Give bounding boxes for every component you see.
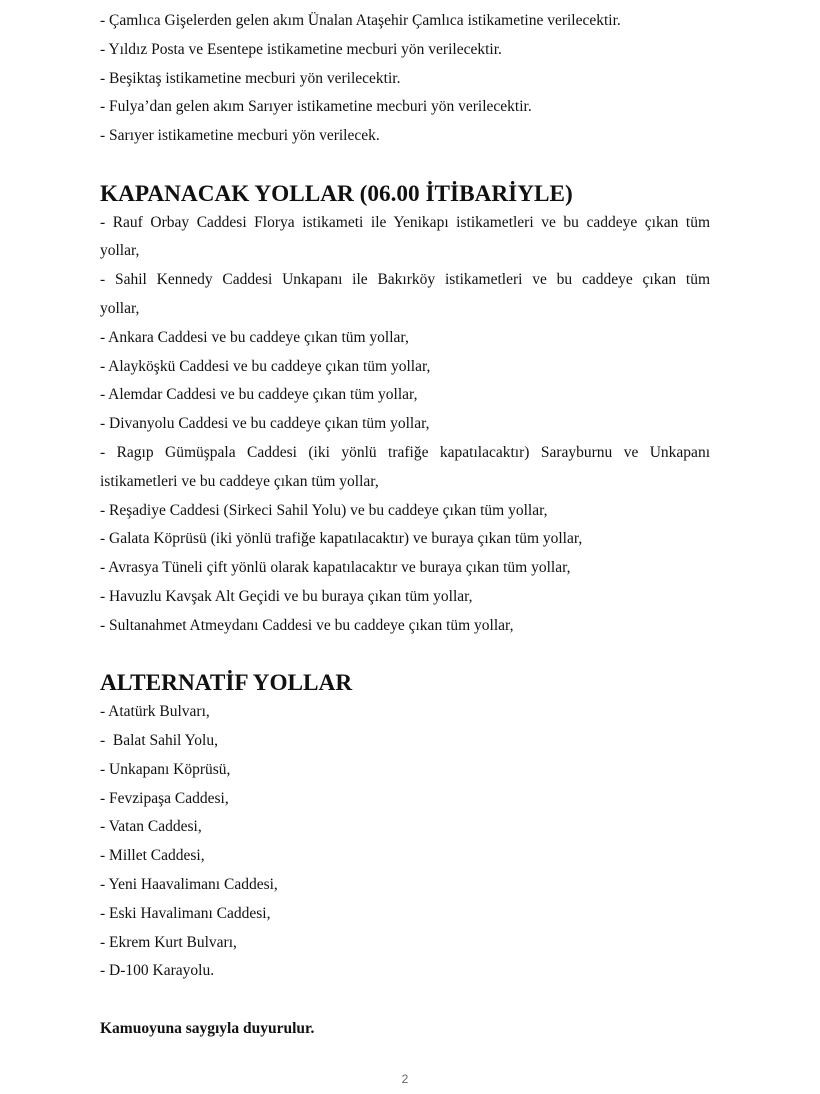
list-item-line: istikametleri ve bu caddeye çıkan tüm yollar, [100, 472, 379, 490]
closing-statement: Kamuoyuna saygıyla duyurulur. [100, 1019, 315, 1037]
alternative-roads-heading: ALTERNATİF YOLLAR [100, 670, 353, 697]
spacer [100, 986, 710, 1015]
list-item [100, 209, 710, 267]
list-item: - Fulya’dan gelen akım Sarıyer istikametine mecburi yön verilecektir. [100, 98, 532, 116]
list-item: - Ekrem Kurt Bulvarı, [100, 933, 237, 951]
list-item: - Millet Caddesi, [100, 847, 205, 865]
list-item-line: - Rauf Orbay Caddesi Florya istikameti ile Yenikapı istikametleri ve bu caddeye çıkan tüm [100, 213, 710, 231]
list-item: - Unkapanı Köprüsü, [100, 760, 231, 778]
list-item: - Vatan Caddesi, [100, 818, 202, 836]
list-item: - Sarıyer istikametine mecburi yön verilecek. [100, 127, 380, 145]
list-item-line: yollar, [100, 242, 140, 260]
list-item-line: yollar, [100, 299, 140, 317]
page-number: 2 [401, 1072, 409, 1086]
list-item: - Balat Sahil Yolu, [100, 731, 218, 749]
list-item: - Beşiktaş istikametine mecburi yön verilecektir. [100, 69, 401, 87]
list-item: - Atatürk Bulvarı, [100, 703, 210, 721]
list-item-line: - Sahil Kennedy Caddesi Unkapanı ile Bakırköy istikametleri ve bu caddeye çıkan tüm [100, 271, 710, 289]
list-item [100, 439, 710, 497]
list-item: - Avrasya Tüneli çift yönlü olarak kapatılacaktır ve buraya çıkan tüm yollar, [100, 559, 571, 577]
spacer [100, 641, 710, 670]
document-body [100, 7, 710, 1044]
alternative-roads-list [100, 698, 710, 986]
list-item: - Yıldız Posta ve Esentepe istikametine mecburi yön verilecektir. [100, 40, 502, 58]
spacer [100, 151, 710, 180]
list-item: - D-100 Karayolu. [100, 962, 215, 980]
list-item: - Divanyolu Caddesi ve bu caddeye çıkan tüm yollar, [100, 415, 430, 433]
closed-roads-list [100, 209, 710, 641]
list-item [100, 266, 710, 324]
list-item: - Ankara Caddesi ve bu caddeye çıkan tüm yollar, [100, 328, 409, 346]
list-item: - Sultanahmet Atmeydanı Caddesi ve bu caddeye çıkan tüm yollar, [100, 616, 514, 634]
list-item: - Havuzlu Kavşak Alt Geçidi ve bu buraya çıkan tüm yollar, [100, 587, 473, 605]
list-item: - Alemdar Caddesi ve bu caddeye çıkan tüm yollar, [100, 386, 418, 404]
list-item: - Alayköşkü Caddesi ve bu caddeye çıkan tüm yollar, [100, 357, 431, 375]
list-item: - Yeni Haavalimanı Caddesi, [100, 875, 278, 893]
list-item-line: - Ragıp Gümüşpala Caddesi (iki yönlü trafiğe kapatılacaktır) Sarayburnu ve Unkapanı [100, 443, 710, 461]
list-item: - Eski Havalimanı Caddesi, [100, 904, 271, 922]
list-item: - Reşadiye Caddesi (Sirkeci Sahil Yolu) ve bu caddeye çıkan tüm yollar, [100, 501, 548, 519]
list-item: - Fevzipaşa Caddesi, [100, 789, 229, 807]
list-item: - Çamlıca Gişelerden gelen akım Ünalan Ataşehir Çamlıca istikametine verilecektir. [100, 12, 621, 29]
closed-roads-heading: KAPANACAK YOLLAR (06.00 İTİBARİYLE) [100, 180, 573, 207]
intro-list [100, 7, 710, 151]
list-item: - Galata Köprüsü (iki yönlü trafiğe kapatılacaktır) ve buraya çıkan tüm yollar, [100, 530, 583, 548]
